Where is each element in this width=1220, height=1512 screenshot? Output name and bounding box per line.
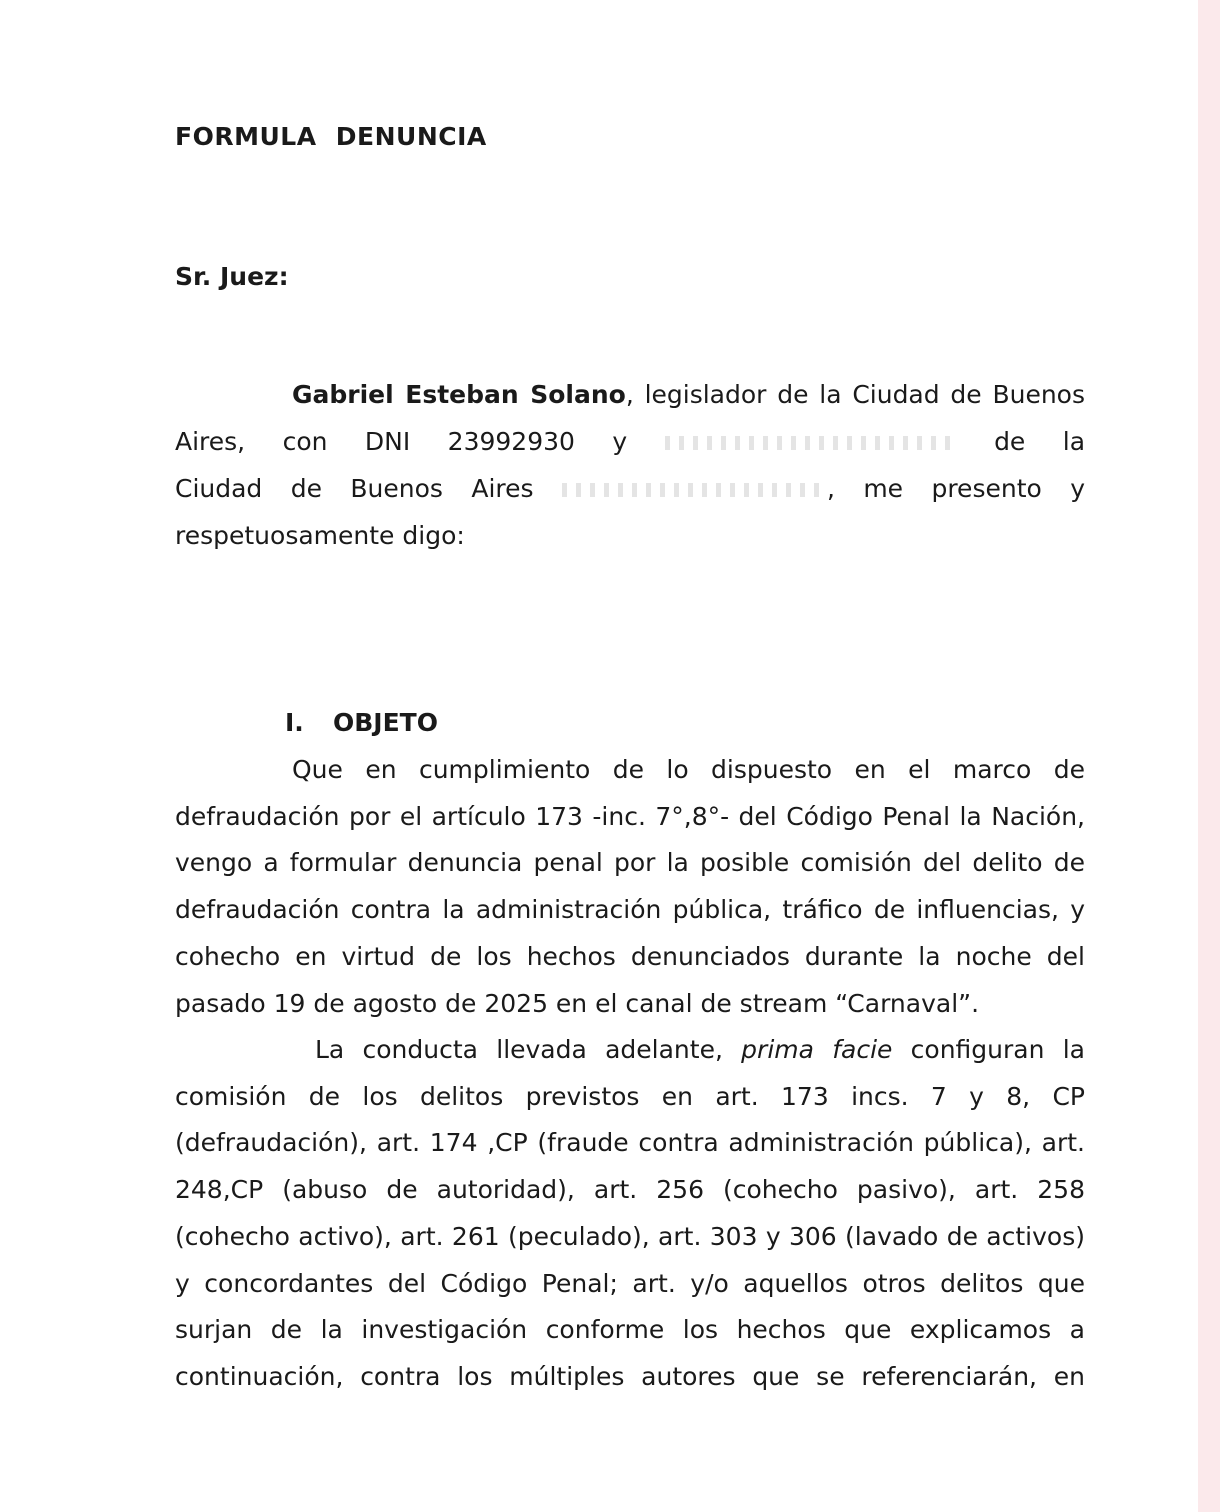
intro-line-2-start: Aires, con DNI 23992930 y [175, 427, 628, 456]
paragraph-2-line: 248,CP (abuso de autoridad), art. 256 (cohecho pasivo), art. 258 [175, 1175, 1085, 1204]
intro-line-4: respetuosamente digo: [175, 521, 465, 550]
title-word-2: DENUNCIA [335, 122, 487, 151]
paragraph-2-line-1-end: configuran la [910, 1035, 1085, 1064]
paragraph-2-line: (defraudación), art. 174 ,CP (fraude contra administración pública), art. [175, 1128, 1085, 1157]
section-title: OBJETO [333, 708, 438, 737]
intro-line-3-end: , me presento y [826, 474, 1085, 503]
section-number: I. [285, 708, 304, 737]
paragraph-2-line: y concordantes del Código Penal; art. y/o aquellos otros delitos que [175, 1269, 1085, 1298]
paragraph-2-line: continuación, contra los múltiples autores que se referenciarán, en [175, 1362, 1085, 1391]
intro-line-3 [175, 465, 1085, 512]
title-word-1: FORMULA [175, 122, 317, 151]
paragraph-2-line-1 [175, 1026, 1085, 1073]
intro-line-1-rest: , legislador de la Ciudad de Buenos [625, 380, 1085, 409]
paragraph-1-line: defraudación por el artículo 173 -inc. 7°,8°- del Código Penal la Nación, [175, 802, 1085, 831]
latin-phrase: prima facie [741, 1035, 893, 1064]
paragraph-1-line: defraudación contra la administración pública, tráfico de influencias, y [175, 895, 1085, 924]
paragraph-2-line: comisión de los delitos previstos en art. 173 incs. 7 y 8, CP [175, 1082, 1085, 1111]
paragraph-1-line: cohecho en virtud de los hechos denunciados durante la noche del [175, 942, 1085, 971]
redacted-phone [562, 483, 827, 497]
intro-line-3-start: Ciudad de Buenos Aires [175, 474, 534, 503]
complainant-name: Gabriel Esteban Solano [292, 380, 626, 409]
paragraph-1-line: vengo a formular denuncia penal por la posible comisión del delito de [175, 848, 1085, 877]
salutation: Sr. Juez: [175, 262, 289, 291]
intro-line-2 [175, 418, 1085, 465]
intro-line-1 [175, 371, 1085, 418]
viewer-margin [1198, 0, 1220, 1512]
paragraph-2-line: surjan de la investigación conforme los hechos que explicamos a [175, 1315, 1085, 1344]
paragraph-2-start: La conducta llevada adelante, [315, 1035, 723, 1064]
document-title [175, 113, 1085, 160]
paragraph-1-line: Que en cumplimiento de lo dispuesto en el marco de [292, 755, 1085, 784]
section-heading [285, 699, 438, 746]
paragraph-1-line: pasado 19 de agosto de 2025 en el canal de stream “Carnaval”. [175, 989, 980, 1018]
redacted-address [665, 436, 957, 450]
intro-line-2-end: de la [994, 427, 1086, 456]
paragraph-2-line: (cohecho activo), art. 261 (peculado), art. 303 y 306 (lavado de activos) [175, 1222, 1085, 1251]
